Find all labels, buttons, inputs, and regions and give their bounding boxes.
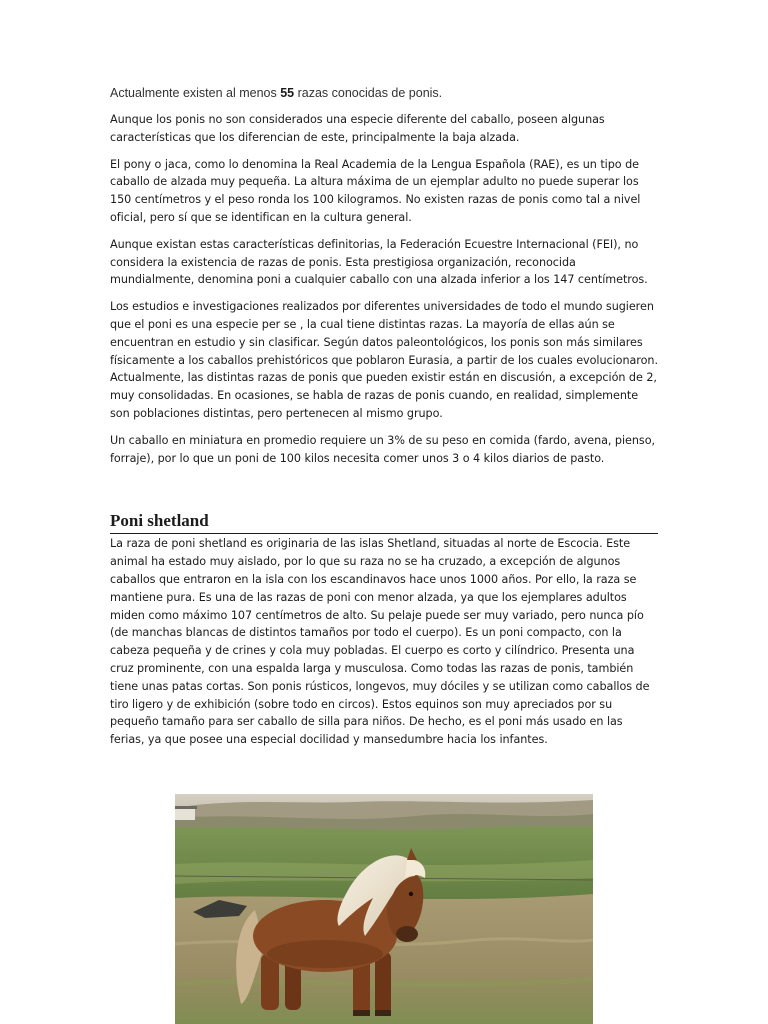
pony-eye xyxy=(409,892,413,896)
paragraph-4: Los estudios e investigaciones realizados por diferentes universidades de todo el mundo sugieren que el poni es una especie per se , la cual tiene distintas razas. La mayoría de ellas aún se encuentran en estudio y sin clasificar. Según datos paleontológicos, los ponis son más similares físicamente a los caballos prehistóricos que poblaron Eurasia, a partir de los cuales evolucionaron. Actualmente, las distintas razas de ponis que pueden existir están en discusión, a excepción de 2, muy consolidadas. En ocasiones, se habla de razas de ponis cuando, en realidad, simplemente son poblaciones distintas, pero pertenecen al mismo grupo. xyxy=(110,300,658,420)
document-content xyxy=(110,84,658,758)
paragraph-3: Aunque existan estas características definitorias, la Federación Ecuestre Internacional (FEI), no considera la existencia de razas de ponis. Esta prestigiosa organización, reconocida mundialmente, denomina poni a cualquier caballo con una alzada inferior a los 147 centímetros. xyxy=(110,237,648,287)
section-heading: Poni shetland xyxy=(110,510,658,534)
section-paragraph: La raza de poni shetland es originaria de las islas Shetland, situadas al norte de Escocia. Este animal ha estado muy aislado, por lo que su raza no se ha cruzado, a excepción de algunos caballos que entraron en la isla con los escandinavos hace unos 1000 años. Por ello, la raza se mantiene pura. Es una de las razas de poni con menor alzada, ya que los ejemplares adultos miden como máximo 107 centímetros de alto. Su pelaje puede ser muy variado, pero nunca pío (de manchas blancas de distintos tamaños por todo el cuerpo). Es un poni compacto, con la cabeza pequeña y de crines y cola muy pobladas. El cuerpo es corto y cilíndrico. Presenta una cruz prominente, con una espalda larga y musculosa. Como todas las razas de ponis, también tiene unas patas cortas. Son ponis rústicos, longevos, muy dóciles y se utilizan como caballos de tiro ligero y de exhibición (sobre todo en circos). Estos equinos son muy apreciados por su pequeño tamaño para ser caballo de silla para niños. De hecho, es el poni más usado en las ferias, ya que posee una especial docilidad y mansedumbre hacia los infantes. xyxy=(110,537,650,747)
intro-line xyxy=(110,84,658,102)
intro-text-start: Actualmente existen al menos xyxy=(110,86,281,100)
paragraph-1: Aunque los ponis no son considerados una especie diferente del caballo, poseen algunas características que los diferencian de este, principalmente la baja alzada. xyxy=(110,113,605,144)
pony-belly-shade xyxy=(267,940,383,968)
section-spacer xyxy=(110,476,658,510)
shetland-pony-photo xyxy=(175,794,593,1024)
pony-front-leg-2 xyxy=(375,952,391,1014)
paragraph-2: El pony o jaca, como lo denomina la Real Academia de la Lengua Española (RAE), es un tipo de caballo de alzada muy pequeña. La altura máxima de un ejemplar adulto no puede superar los 150 centímetros y el peso ronda los 100 kilogramos. No existen razas de ponis como tal a nivel oficial, pero sí que se identifican en la cultura general. xyxy=(110,157,641,224)
farm-building xyxy=(175,808,195,820)
pony-illustration xyxy=(175,794,593,1024)
farm-roof xyxy=(175,806,197,809)
pony-hoof xyxy=(353,1010,370,1016)
pony-hoof-2 xyxy=(375,1010,391,1016)
pony-muzzle xyxy=(396,926,418,942)
intro-text-end: razas conocidas de ponis. xyxy=(294,86,443,100)
breed-count: 55 xyxy=(280,86,295,100)
paragraph-5: Un caballo en miniatura en promedio requiere un 3% de su peso en comida (fardo, avena, pienso, forraje), por lo que un poni de 100 kilos necesita comer unos 3 o 4 kilos diarios de pasto. xyxy=(110,433,655,465)
